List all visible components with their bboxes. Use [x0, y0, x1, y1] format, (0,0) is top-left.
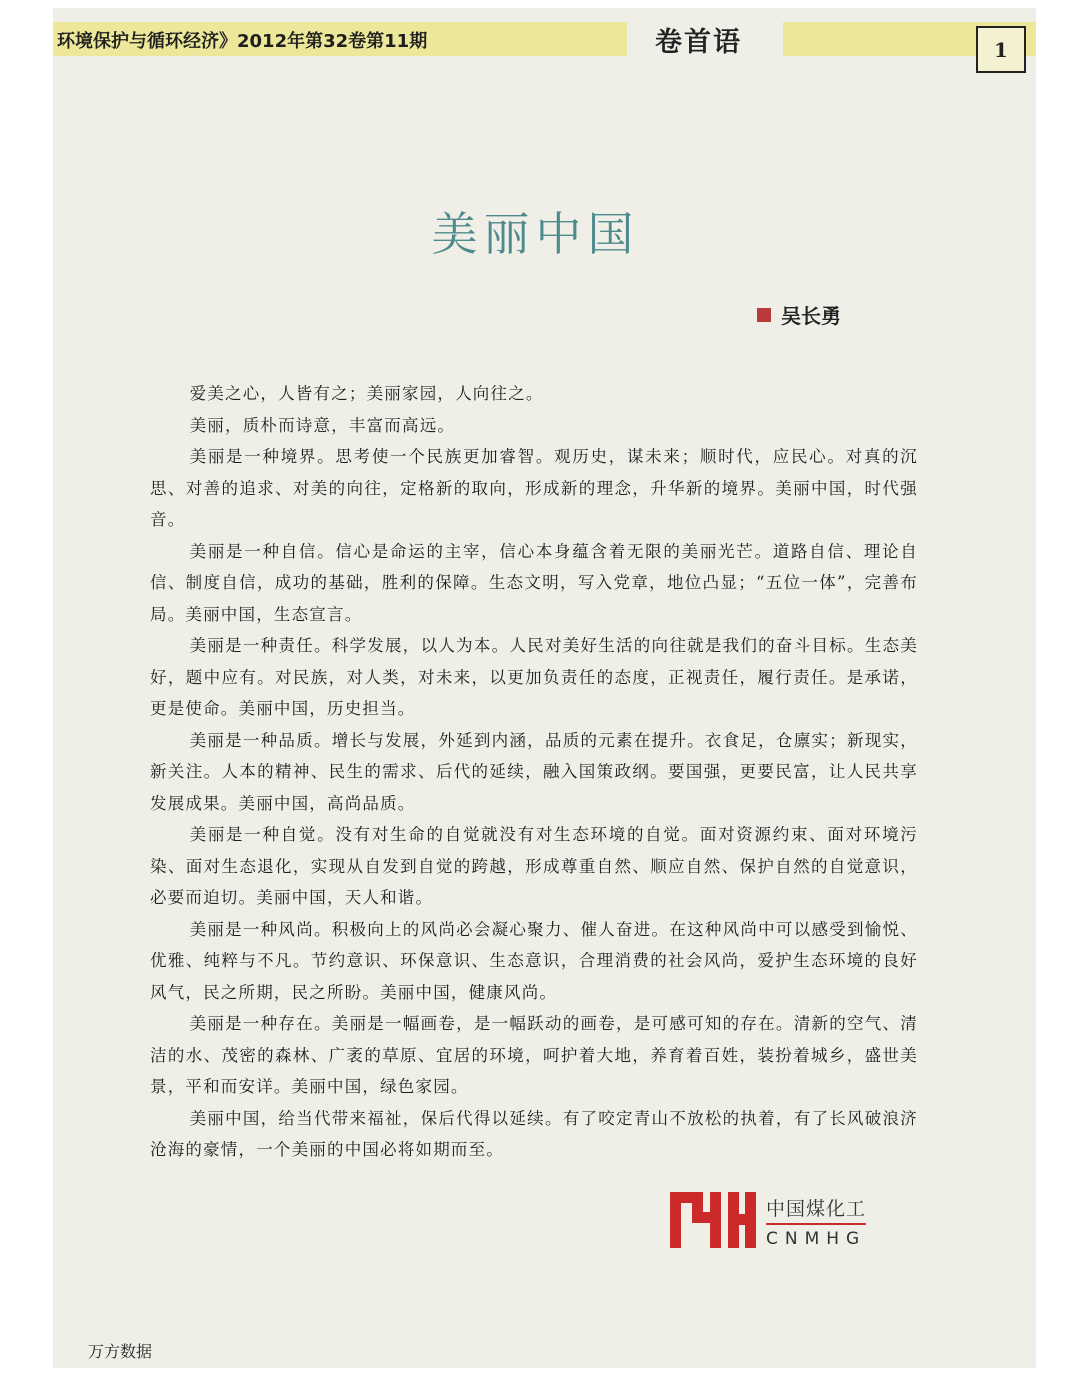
journal-issue-line: 环境保护与循环经济》2012年第32卷第11期 [57, 31, 428, 52]
section-label: 卷首语 [655, 27, 742, 58]
paragraph: 美丽是一种品质。增长与发展，外延到内涵，品质的元素在提升。衣食足，仓廪实；新现实，新关注。人本的精神、民生的需求、后代的延续，融入国策政纲。要国强，更要民富，让人民共享发展成果。美丽中国，高尚品质。 [150, 730, 918, 813]
author-line [757, 300, 841, 329]
author-marker-icon [757, 308, 771, 322]
watermark-logo [670, 1190, 866, 1250]
paragraph: 爱美之心，人皆有之；美丽家园，人向往之。 [189, 384, 544, 403]
paragraph: 美丽是一种责任。科学发展，以人为本。人民对美好生活的向往就是我们的奋斗目标。生态美好，题中应有。对民族，对人类，对未来，以更加负责任的态度，正视责任，履行责任。是承诺，更是使命。美丽中国，历史担当。 [150, 636, 918, 718]
paragraph: 美丽是一种风尚。积极向上的风尚必会凝心聚力、催人奋进。在这种风尚中可以感受到愉悦、优雅、纯粹与不凡。节约意识、环保意识、生态意识，合理消费的社会风尚，爱护生态环境的良好风气，民之所期，民之所盼。美丽中国，健康风尚。 [150, 919, 918, 1002]
paragraph: 美丽是一种自信。信心是命运的主宰，信心本身蕴含着无限的美丽光芒。道路自信、理论自信、制度自信，成功的基础，胜利的保障。生态文明，写入党章，地位凸显；“五位一体”，完善布局。美丽中国，生态宣言。 [150, 541, 918, 624]
paragraph: 美丽是一种境界。思考使一个民族更加睿智。观历史，谋未来；顺时代，应民心。对真的沉思、对善的追求、对美的向往，定格新的取向，形成新的理念，升华新的境界。美丽中国，时代强音。 [150, 447, 918, 529]
logo-name-cn: 中国煤化工 [766, 1194, 866, 1225]
author-name: 吴长勇 [781, 304, 841, 328]
page-number: 1 [976, 26, 1026, 73]
article-title: 美丽中国 [431, 207, 640, 261]
article-body [150, 378, 918, 1166]
paragraph: 美丽，质朴而诗意，丰富而高远。 [189, 415, 456, 435]
cnmhg-logo-icon [670, 1190, 756, 1250]
paragraph: 美丽是一种存在。美丽是一幅画卷，是一幅跃动的画卷，是可感可知的存在。清新的空气、清洁的水、茂密的森林、广袤的草原、宜居的环境，呵护着大地，养育着百姓，装扮着城乡，盛世美景，平和而安详。美丽中国，绿色家园。 [150, 1014, 918, 1096]
footer-source: 万方数据 [88, 1342, 153, 1361]
paragraph: 美丽是一种自觉。没有对生命的自觉就没有对生态环境的自觉。面对资源约束、面对环境污染、面对生态退化，实现从自发到自觉的跨越，形成尊重自然、顺应自然、保护自然的自觉意识，必要而迫切。美丽中国，天人和谐。 [150, 825, 918, 907]
logo-name-en: CNMHG [766, 1229, 867, 1249]
paragraph: 美丽中国，给当代带来福祉，保后代得以延续。有了咬定青山不放松的执着，有了长风破浪济沧海的豪情，一个美丽的中国必将如期而至。 [150, 1108, 918, 1159]
